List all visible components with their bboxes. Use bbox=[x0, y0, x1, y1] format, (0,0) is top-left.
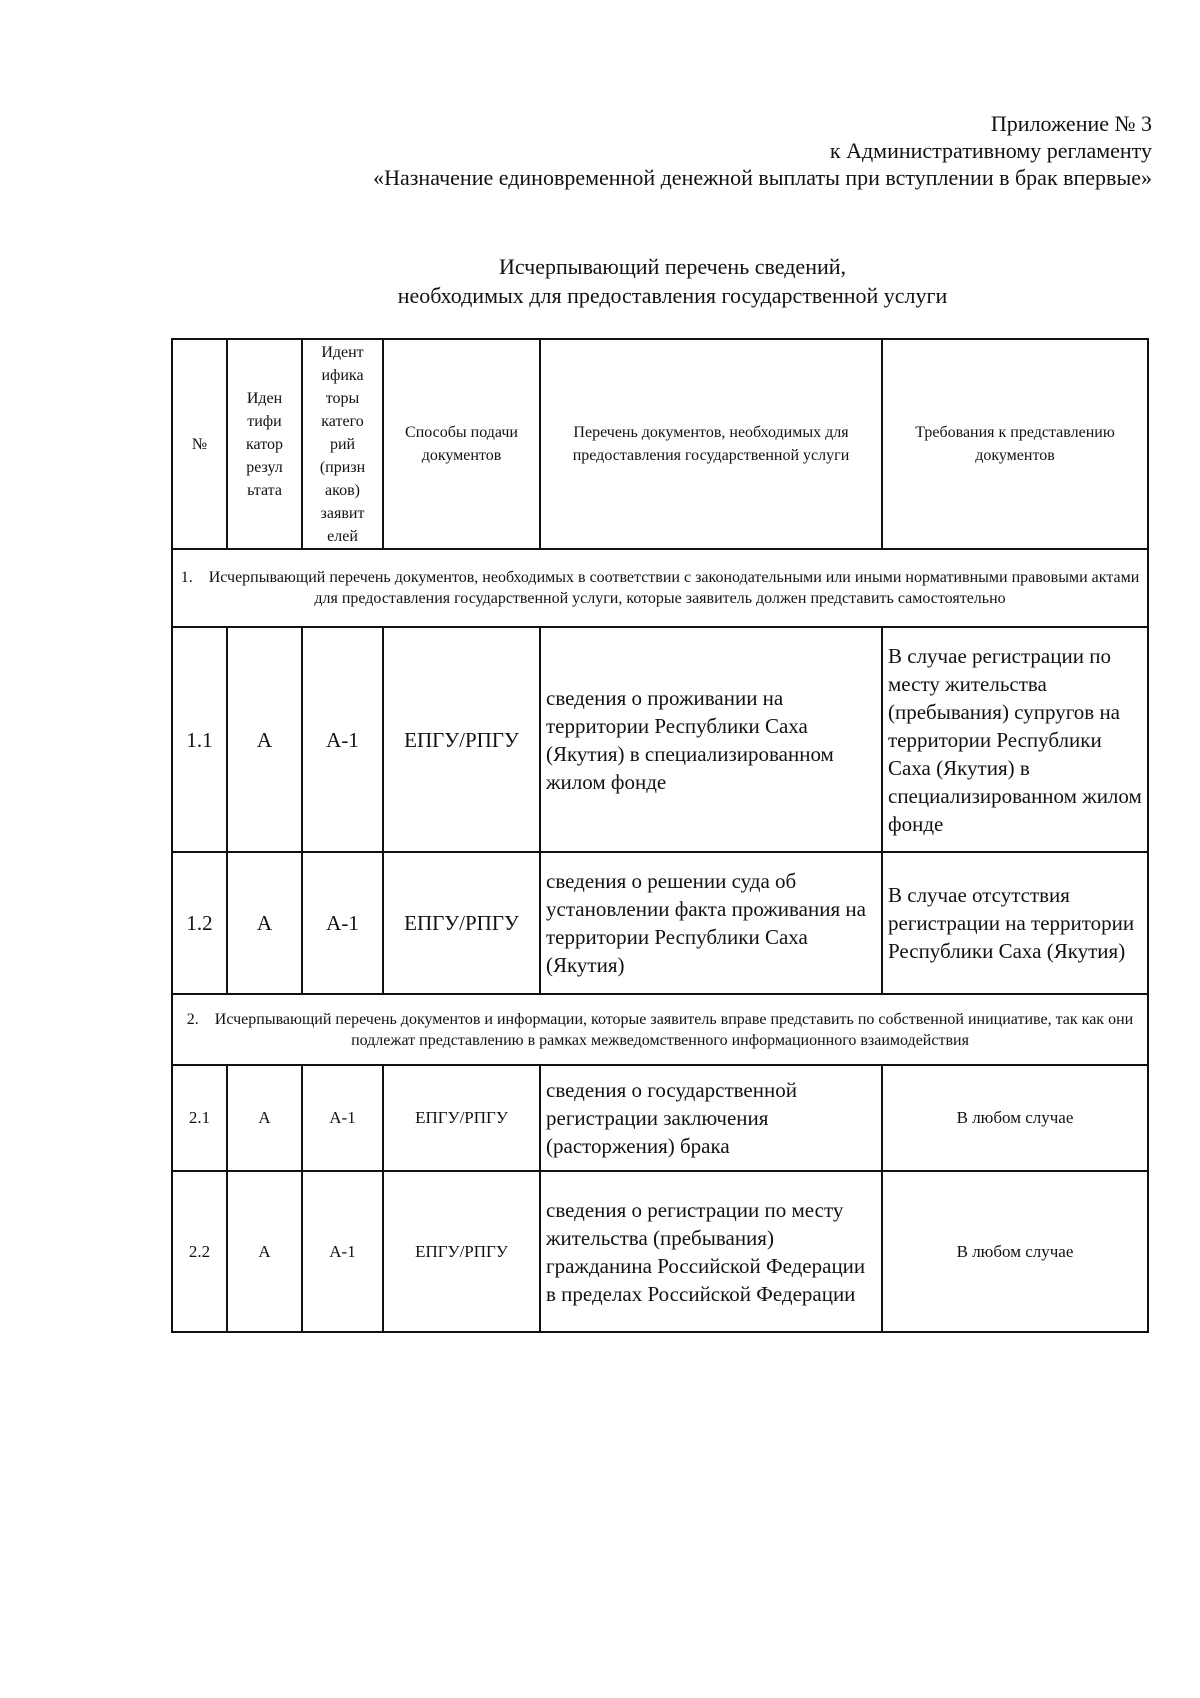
category-id: А-1 bbox=[302, 1171, 383, 1332]
table-row bbox=[172, 1171, 1148, 1332]
header-requirements: Требования к представлению документов bbox=[882, 339, 1148, 549]
submission-method: ЕПГУ/РПГУ bbox=[383, 1065, 540, 1171]
title-line-1: Исчерпывающий перечень сведений, bbox=[498, 254, 847, 279]
header-methods: Способы подачи документов bbox=[383, 339, 540, 549]
result-id: А bbox=[227, 1065, 302, 1171]
row-number: 2.2 bbox=[172, 1171, 227, 1332]
document-name: сведения о регистрации по месту жительства (пребывания) гражданина Российской Федерации в пределах Российской Федерации bbox=[540, 1171, 882, 1332]
appendix-header bbox=[373, 110, 1152, 191]
regulation-name: «Назначение единовременной денежной выплаты при вступлении в брак впервые» bbox=[373, 165, 1152, 190]
row-number: 1.2 bbox=[172, 852, 227, 994]
result-id: А bbox=[227, 852, 302, 994]
appendix-reference: к Административному регламенту bbox=[829, 138, 1152, 163]
header-result-id: Иден тифи катор резул ьтата bbox=[227, 339, 302, 549]
header-documents: Перечень документов, необходимых для предоставления государственной услуги bbox=[540, 339, 882, 549]
result-id: А bbox=[227, 1171, 302, 1332]
section-row-1 bbox=[172, 549, 1148, 627]
document-name: сведения о решении суда об установлении факта проживания на территории Республики Саха (Якутия) bbox=[540, 852, 882, 994]
section-row-2 bbox=[172, 994, 1148, 1065]
table-row bbox=[172, 852, 1148, 994]
documents-table bbox=[171, 338, 1149, 1333]
requirement: В случае отсутствия регистрации на территории Республики Саха (Якутия) bbox=[882, 852, 1148, 994]
document-name: сведения о государственной регистрации заключения (расторжения) брака bbox=[540, 1065, 882, 1171]
title-line-2: необходимых для предоставления государственной услуги bbox=[397, 283, 948, 308]
document-name: сведения о проживании на территории Республики Саха (Якутия) в специализированном жилом фонде bbox=[540, 627, 882, 852]
submission-method: ЕПГУ/РПГУ bbox=[383, 627, 540, 852]
row-number: 2.1 bbox=[172, 1065, 227, 1171]
table-row bbox=[172, 1065, 1148, 1171]
document-title bbox=[170, 252, 1175, 310]
section-2-text: 2. Исчерпывающий перечень документов и информации, которые заявитель вправе представить по собственной инициативе, так как они подлежат представлению в рамках межведомственного информационного взаимодействия bbox=[172, 994, 1148, 1065]
table-header-row bbox=[172, 339, 1148, 549]
header-number: № bbox=[172, 339, 227, 549]
submission-method: ЕПГУ/РПГУ bbox=[383, 1171, 540, 1332]
requirement: В случае регистрации по месту жительства (пребывания) супругов на территории Республики Саха (Якутия) в специализированном жилом фонде bbox=[882, 627, 1148, 852]
requirement: В любом случае bbox=[882, 1065, 1148, 1171]
category-id: А-1 bbox=[302, 852, 383, 994]
section-1-text: 1. Исчерпывающий перечень документов, необходимых в соответствии с законодательными или иными нормативными правовыми актами для предоставления государственной услуги, которые заявитель должен представить самостоятельно bbox=[172, 549, 1148, 627]
category-id: А-1 bbox=[302, 627, 383, 852]
header-category-id: Идент ифика торы катего рий (призн аков) заявит елей bbox=[302, 339, 383, 549]
table-row bbox=[172, 627, 1148, 852]
category-id: А-1 bbox=[302, 1065, 383, 1171]
requirement: В любом случае bbox=[882, 1171, 1148, 1332]
result-id: А bbox=[227, 627, 302, 852]
appendix-number: Приложение № 3 bbox=[990, 111, 1152, 136]
row-number: 1.1 bbox=[172, 627, 227, 852]
submission-method: ЕПГУ/РПГУ bbox=[383, 852, 540, 994]
